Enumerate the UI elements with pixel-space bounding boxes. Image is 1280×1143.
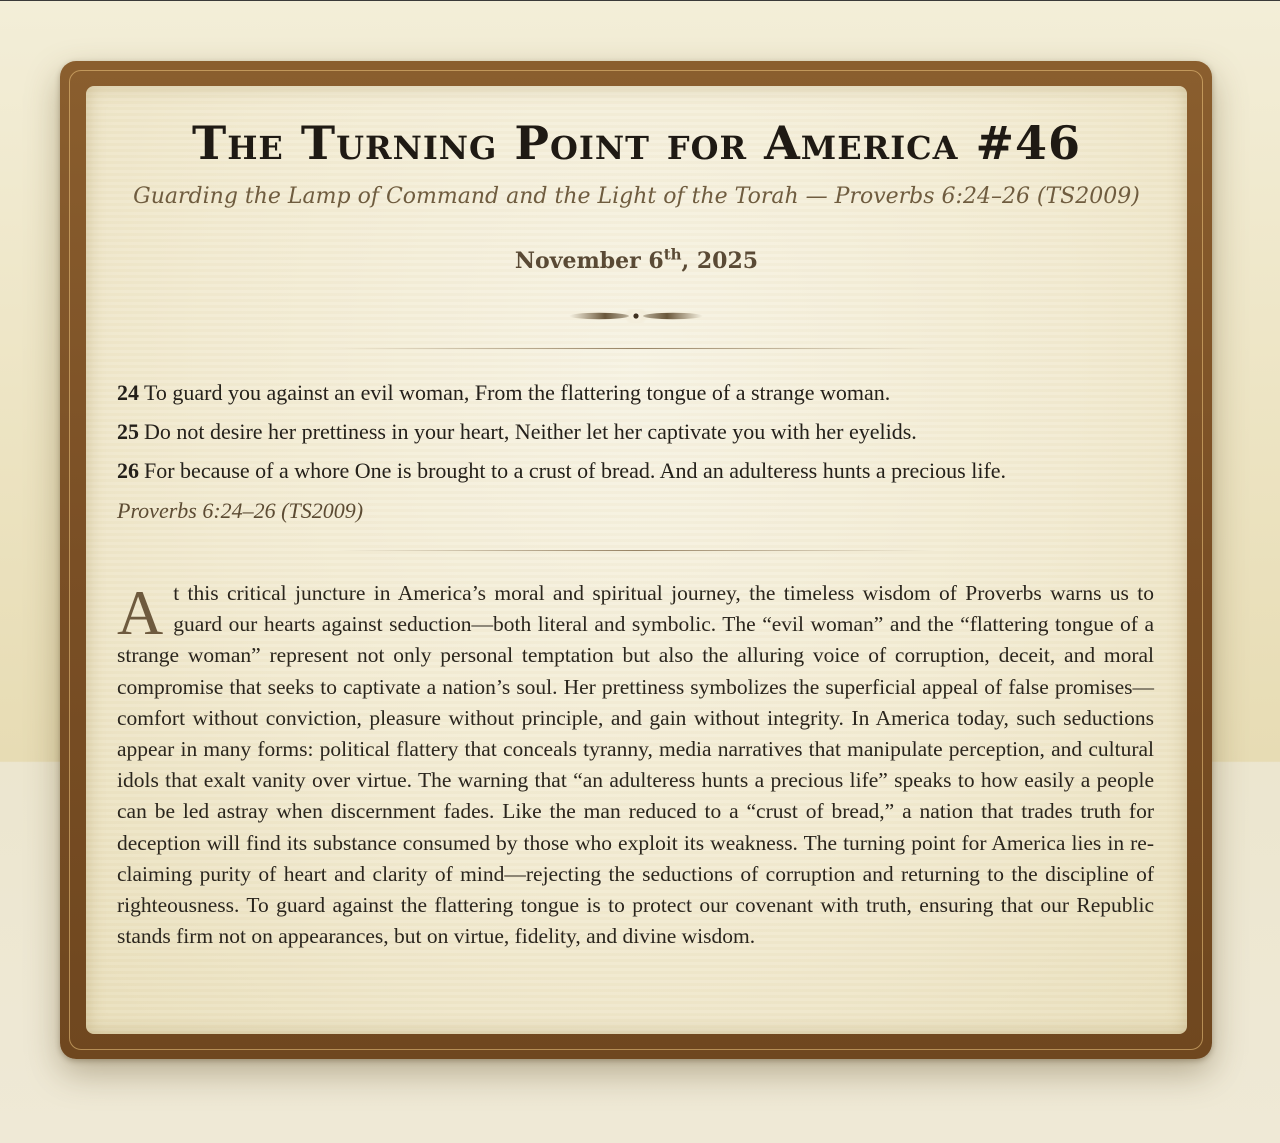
verse-text: For because of a whore One is brought to a crust of bread. And an adulteress hunts a precious life. xyxy=(144,458,1007,483)
drop-cap: A xyxy=(117,577,164,648)
parchment-panel xyxy=(86,86,1187,1034)
verse-text: Do not desire her prettiness in your heart, Neither let her captivate you with her eyelids. xyxy=(144,419,917,444)
verse-number: 25 xyxy=(117,419,139,444)
scripture-reference: Proverbs 6:24–26 (TS2009) xyxy=(117,498,364,523)
verse-line xyxy=(117,412,1157,451)
date-prefix: November 6 xyxy=(514,248,664,274)
date-suffix: , 2025 xyxy=(681,248,759,274)
page-title: The Turning Point for America #46 xyxy=(191,116,1082,170)
publication-date xyxy=(86,245,1187,274)
date-superscript: th xyxy=(663,245,682,264)
ornamental-divider-icon xyxy=(569,309,703,323)
verse-number: 24 xyxy=(117,380,139,405)
verse-number: 26 xyxy=(117,458,139,483)
section-divider-bottom xyxy=(336,550,936,551)
commentary-text: t this critical juncture in America’s moral and spiritual journey, the timeless wisdom of Proverbs warns us to guard our hearts against seduction—both literal and symbolic. The “evil woman” and the “flattering tongue of a strange woman” represent not only personal temptation but also the alluring voice of corruption, deceit, and moral compromise that seeks to captivate a nation’s soul. Her prettiness symbolizes the superficial appeal of false promises—comfort without conviction, pleasure without principle, and gain without integrity. In America today, such seductions appear in many forms: political flattery that conceals tyranny, media narratives that manipulate perception, and cultural idols that exalt vanity over virtue. The warning that “an adulteress hunts a precious life” speaks to how easily a people can be led astray when discernment fades. Like the man reduced to a “crust of bread,” a nation that trades truth for deception will find its substance consumed by those who exploit its weakness. The turning point for America lies in reclaiming purity of heart and clarity of mind—rejecting the seductions of corruption and returning to the discipline of righteousness. To guard against the flattering tongue is to protect our covenant with truth, ensuring that our Republic stands firm not on appearances, but on virtue, fidelity, and divine wisdom. xyxy=(117,581,1154,949)
verse-text: To guard you against an evil woman, From the flattering tongue of a strange woman. xyxy=(144,380,891,405)
verse-line xyxy=(117,451,1157,490)
top-border-line xyxy=(0,0,1280,1)
page-subtitle: Guarding the Lamp of Command and the Light of the Torah — Proverbs 6:24–26 (TS2009) xyxy=(133,184,1140,209)
verse-line xyxy=(117,373,1157,412)
section-divider-top xyxy=(336,348,936,349)
scripture-block xyxy=(117,373,1157,529)
commentary-paragraph xyxy=(117,578,1154,952)
